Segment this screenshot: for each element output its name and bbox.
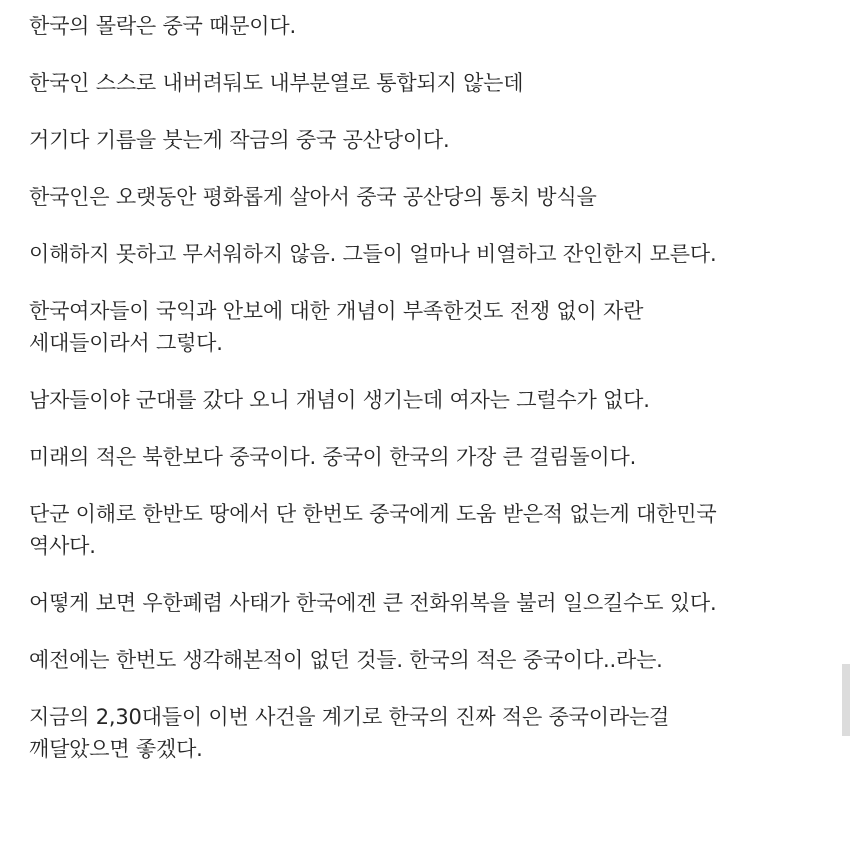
paragraph-line: 한국인은 오랫동안 평화롭게 살아서 중국 공산당의 통치 방식을	[29, 185, 597, 209]
paragraph-4	[29, 181, 829, 213]
paragraph-line: 남자들이야 군대를 갔다 오니 개념이 생기는데 여자는 그럴수가 없다.	[29, 388, 650, 412]
paragraph-2	[29, 67, 829, 99]
paragraph-line: 한국의 몰락은 중국 때문이다.	[29, 14, 296, 38]
paragraph-3	[29, 124, 829, 156]
article-body	[29, 10, 829, 790]
paragraph-10	[29, 587, 829, 619]
paragraph-line: 세대들이라서 그렇다.	[29, 331, 223, 355]
paragraph-11	[29, 644, 829, 676]
paragraph-8	[29, 441, 829, 473]
paragraph-9	[29, 498, 829, 562]
paragraph-line: 어떻게 보면 우한폐렴 사태가 한국에겐 큰 전화위복을 불러 일으킬수도 있다.	[29, 591, 717, 615]
paragraph-line: 이해하지 못하고 무서워하지 않음. 그들이 얼마나 비열하고 잔인한지 모른다.	[29, 242, 717, 266]
paragraph-line: 예전에는 한번도 생각해본적이 없던 것들. 한국의 적은 중국이다..라는.	[29, 648, 663, 672]
vertical-scrollbar[interactable]	[842, 0, 850, 848]
scrollbar-thumb[interactable]	[842, 664, 850, 736]
paragraph-1	[29, 10, 829, 42]
paragraph-line: 지금의 2,30대들이 이번 사건을 계기로 한국의 진짜 적은 중국이라는걸	[29, 705, 670, 729]
paragraph-line: 거기다 기름을 붓는게 작금의 중국 공산당이다.	[29, 128, 450, 152]
paragraph-line: 깨달았으면 좋겠다.	[29, 737, 203, 761]
paragraph-12	[29, 701, 829, 765]
paragraph-7	[29, 384, 829, 416]
paragraph-line: 역사다.	[29, 534, 96, 558]
paragraph-line: 단군 이해로 한반도 땅에서 단 한번도 중국에게 도움 받은적 없는게 대한민국	[29, 502, 717, 526]
paragraph-6	[29, 295, 829, 359]
paragraph-line: 미래의 적은 북한보다 중국이다. 중국이 한국의 가장 큰 걸림돌이다.	[29, 445, 637, 469]
paragraph-5	[29, 238, 829, 270]
paragraph-line: 한국여자들이 국익과 안보에 대한 개념이 부족한것도 전쟁 없이 자란	[29, 299, 644, 323]
paragraph-line: 한국인 스스로 내버려둬도 내부분열로 통합되지 않는데	[29, 71, 524, 95]
